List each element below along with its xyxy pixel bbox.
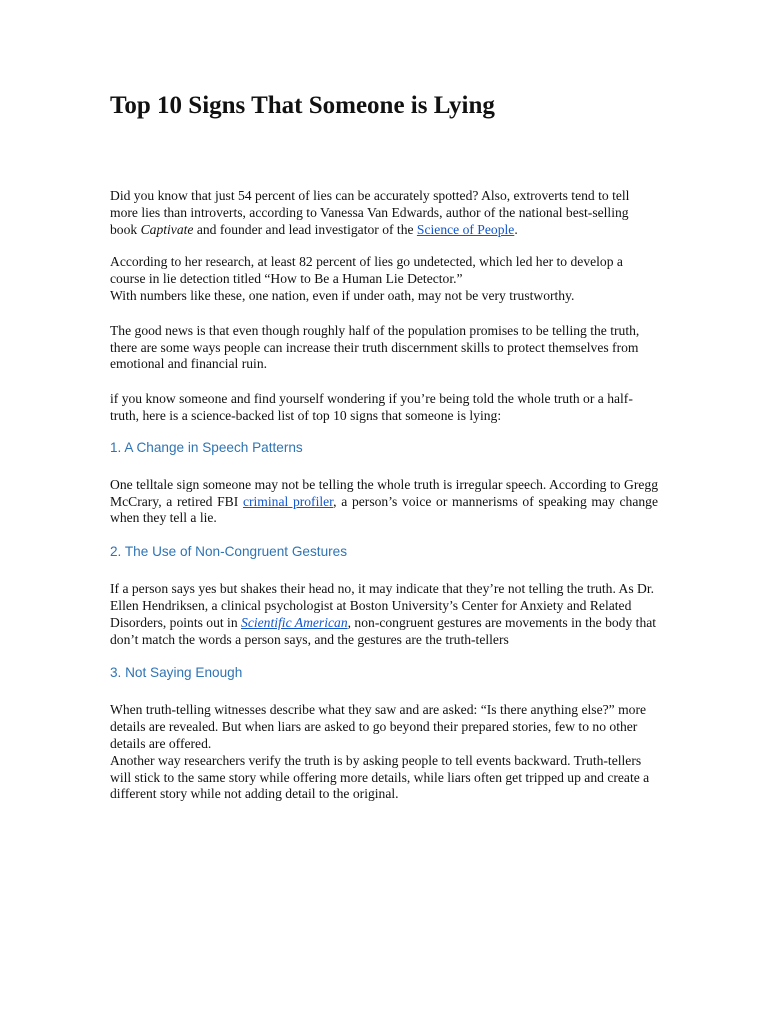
intro-text: According to her research, at least 82 percent of lies go undetected, which led her to develop a course in lie detection titled “How to Be a Human Lie Detector.” bbox=[110, 254, 623, 287]
section-text: Another way researchers verify the truth is by asking people to tell events backward. Truth-tellers will stick to the same story while offering more details, while liars often get tripped up and create a different story while not adding detail to the original. bbox=[110, 752, 650, 802]
book-title: Captivate bbox=[140, 221, 194, 237]
intro-text: Did you know that just 54 percent of lies can be accurately spotted? Also, extroverts tend to tell more lies than introverts, according to Vanessa Van Edwards, author of the national best-selling book bbox=[110, 188, 630, 237]
section-text: If a person says yes but shakes their head no, it may indicate that they’re not telling the truth. As Dr. Ellen Hendriksen, a clinical psychologist at Boston University’s Center for Anxiety and Related Disorders, points out in bbox=[110, 581, 654, 630]
intro-paragraph-3: The good news is that even though roughly half of the population promises to be telling the truth, there are some ways people can increase their truth discernment skills to protect themselves from emotional and financial ruin. bbox=[110, 322, 640, 372]
document-body bbox=[110, 90, 658, 803]
intro-text: and founder and lead investigator of the bbox=[193, 221, 417, 237]
intro-paragraph-4: if you know someone and find yourself wondering if you’re being told the whole truth or a half-truth, here is a science-backed list of top 10 signs that someone is lying: bbox=[110, 391, 633, 423]
section-text: When truth-telling witnesses describe what they saw and are asked: “Is there anything else?” more details are revealed. But when liars are asked to go beyond their prepared stories, few to no other details are offered. bbox=[110, 702, 647, 751]
document-title: Top 10 Signs That Someone is Lying bbox=[110, 92, 495, 119]
section-text: , non-congruent gestures are movements in the body that don’t match the words a person says, and the gestures are the truth-tellers bbox=[110, 614, 657, 647]
section-heading-3: 3. Not Saying Enough bbox=[110, 665, 243, 681]
section-heading-1: 1. A Change in Speech Patterns bbox=[110, 439, 303, 455]
intro-paragraph-2 bbox=[110, 254, 658, 304]
intro-text: . bbox=[514, 221, 518, 237]
section-paragraph-3 bbox=[110, 702, 658, 803]
intro-text: With numbers like these, one nation, even if under oath, may not be very trustworthy. bbox=[110, 287, 575, 303]
scientific-american-link-text: Scientific American bbox=[241, 614, 348, 630]
section-heading-2: 2. The Use of Non-Congruent Gestures bbox=[110, 544, 348, 560]
section-paragraph-1 bbox=[110, 477, 658, 527]
section-paragraph-2 bbox=[110, 581, 658, 648]
scientific-american-link[interactable] bbox=[241, 615, 348, 630]
science-of-people-link[interactable]: Science of People bbox=[416, 221, 515, 237]
section-text: , a person’s voice or mannerisms of speaking may change when they tell a lie. bbox=[110, 493, 659, 526]
section-text: One telltale sign someone may not be telling the whole truth is irregular speech. According to Gregg McCrary, a retired FBI bbox=[110, 476, 658, 509]
intro-paragraph-1 bbox=[110, 188, 658, 238]
criminal-profiler-link[interactable]: criminal profiler bbox=[242, 493, 334, 509]
